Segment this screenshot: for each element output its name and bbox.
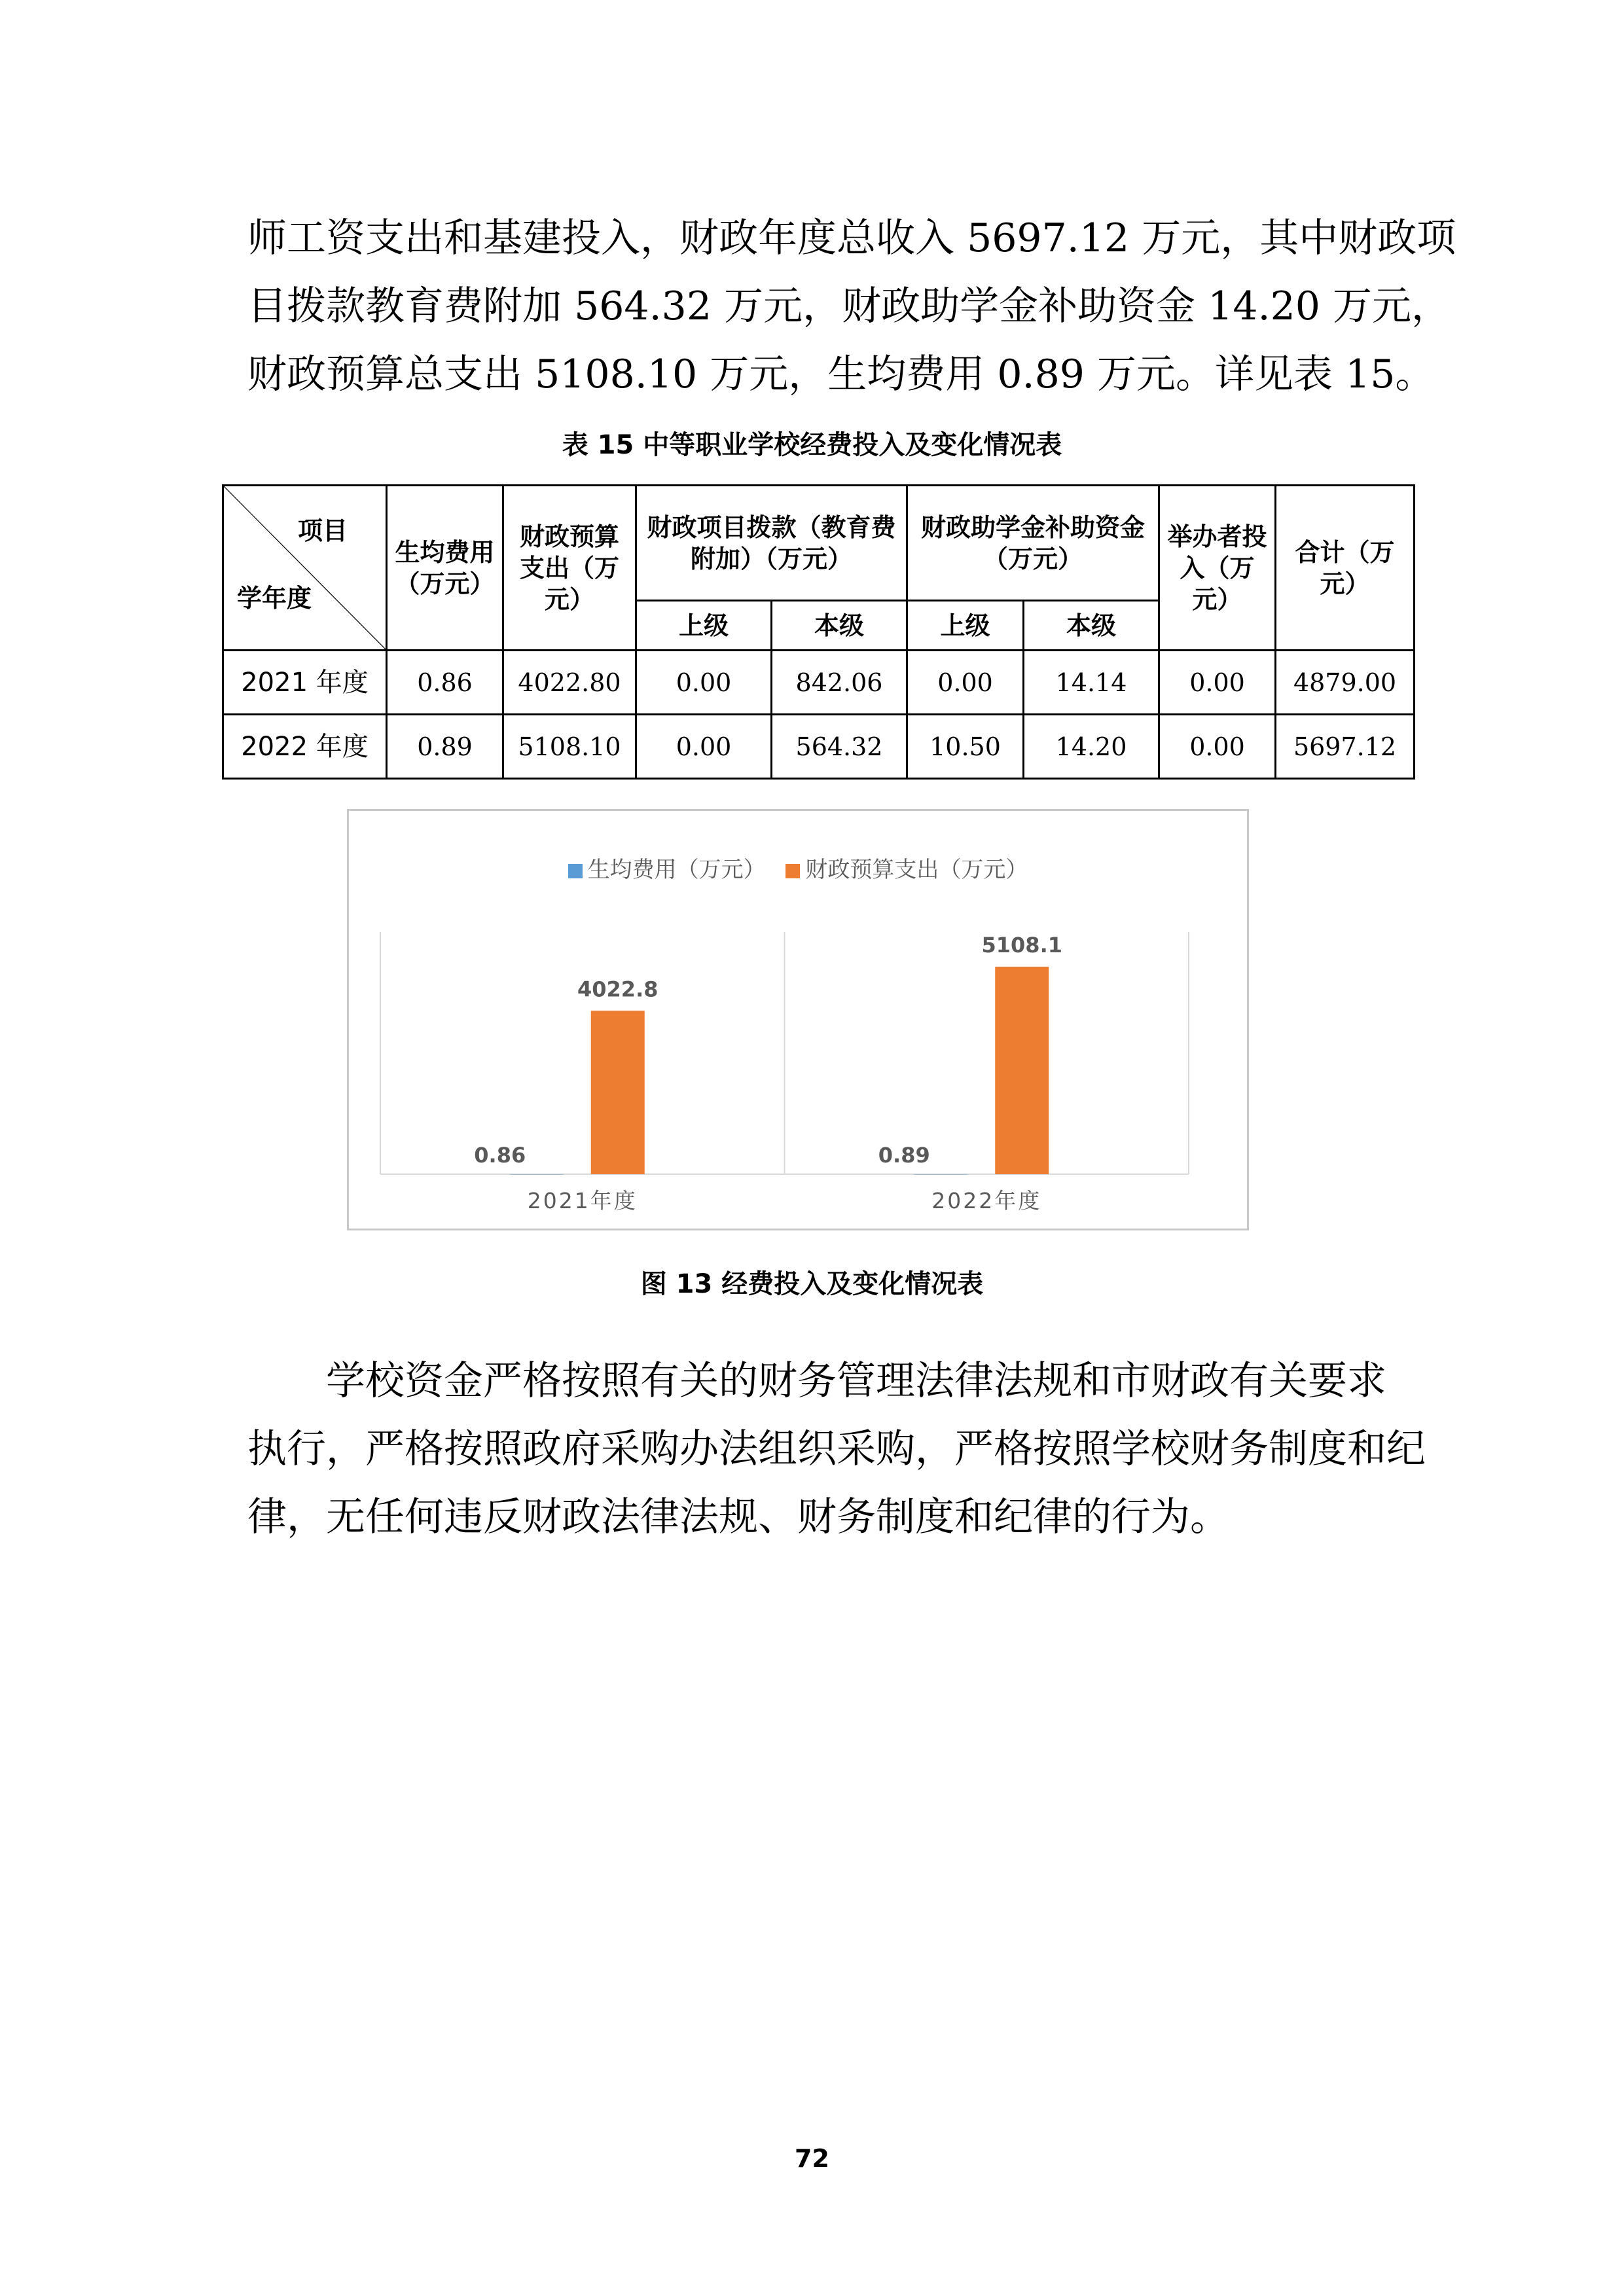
- paragraph-line: 财政预算总支出 5108.10 万元，生均费用 0.89 万元。详见表 15。: [247, 351, 1435, 397]
- cell-aid-upper: 0.00: [907, 651, 1024, 715]
- header-budget: 财政预算支出（万元）: [503, 486, 636, 651]
- cell-aid-upper: 10.50: [907, 715, 1024, 779]
- cell-total: 5697.12: [1276, 715, 1415, 779]
- bar-budget: [591, 1011, 645, 1174]
- cell-year: 2021 年度: [223, 651, 387, 715]
- diagonal-line: [224, 486, 386, 649]
- header-local: 本级: [772, 601, 907, 651]
- paragraph-line: 执行，严格按照政府采购办法组织采购，严格按照学校财务制度和纪: [247, 1426, 1426, 1472]
- data-label: 5108.1: [981, 932, 1062, 958]
- chart-plot: [349, 811, 1247, 1229]
- header-local: 本级: [1024, 601, 1159, 651]
- cell-edu-local: 842.06: [772, 651, 907, 715]
- cell-edu-upper: 0.00: [636, 651, 772, 715]
- header-year-label: 学年度: [237, 584, 312, 613]
- paragraph-line: 律，无任何违反财政法律法规、财务制度和纪律的行为。: [247, 1494, 1229, 1540]
- header-item-label: 项目: [297, 516, 348, 545]
- header-student-aid: 财政助学金补助资金（万元）: [907, 486, 1159, 601]
- body-paragraph: [247, 1347, 1426, 1551]
- table-row: [223, 651, 1415, 715]
- cell-budget: 5108.10: [503, 715, 636, 779]
- table-caption: 表 15 中等职业学校经费投入及变化情况表: [562, 430, 1062, 460]
- data-label: 0.89: [878, 1143, 930, 1168]
- page-number: 72: [795, 2144, 829, 2173]
- data-label: 4022.8: [577, 977, 659, 1002]
- x-tick-label: 2021年度: [527, 1188, 638, 1213]
- cell-per-student: 0.86: [387, 651, 503, 715]
- figure-caption: 图 13 经费投入及变化情况表: [640, 1269, 984, 1299]
- header-upper: 上级: [636, 601, 772, 651]
- funding-table: [222, 484, 1415, 780]
- header-per-student: 生均费用（万元）: [387, 486, 503, 651]
- cell-aid-local: 14.14: [1024, 651, 1159, 715]
- bar-chart: [347, 809, 1249, 1230]
- paragraph-line: 目拨款教育费附加 564.32 万元，财政助学金补助资金 14.20 万元，: [247, 283, 1451, 329]
- bar-per-student: [914, 1174, 967, 1175]
- cell-total: 4879.00: [1276, 651, 1415, 715]
- diagonal-header-cell: [223, 486, 387, 651]
- x-tick-label: 2022年度: [931, 1188, 1042, 1213]
- header-upper: 上级: [907, 601, 1024, 651]
- cell-aid-local: 14.20: [1024, 715, 1159, 779]
- cell-budget: 4022.80: [503, 651, 636, 715]
- table-row: [223, 715, 1415, 779]
- legend-label: 财政预算支出（万元）: [805, 857, 1028, 883]
- bar-per-student: [510, 1174, 564, 1175]
- cell-sponsor: 0.00: [1159, 651, 1276, 715]
- cell-sponsor: 0.00: [1159, 715, 1276, 779]
- cell-year: 2022 年度: [223, 715, 387, 779]
- header-total: 合计（万元）: [1276, 486, 1415, 651]
- cell-edu-local: 564.32: [772, 715, 907, 779]
- cell-edu-upper: 0.00: [636, 715, 772, 779]
- paragraph-line: 学校资金严格按照有关的财务管理法律法规和市财政有关要求: [326, 1358, 1386, 1404]
- paragraph-line: 师工资支出和基建投入，财政年度总收入 5697.12 万元，其中财政项: [247, 215, 1456, 261]
- bar-budget: [995, 967, 1049, 1174]
- header-sponsor: 举办者投入（万元）: [1159, 486, 1276, 651]
- body-paragraph: [247, 204, 1456, 408]
- legend-label: 生均费用（万元）: [587, 857, 766, 883]
- header-edu-fee: 财政项目拨款（教育费附加）（万元）: [636, 486, 907, 601]
- data-label: 0.86: [474, 1143, 526, 1168]
- cell-per-student: 0.89: [387, 715, 503, 779]
